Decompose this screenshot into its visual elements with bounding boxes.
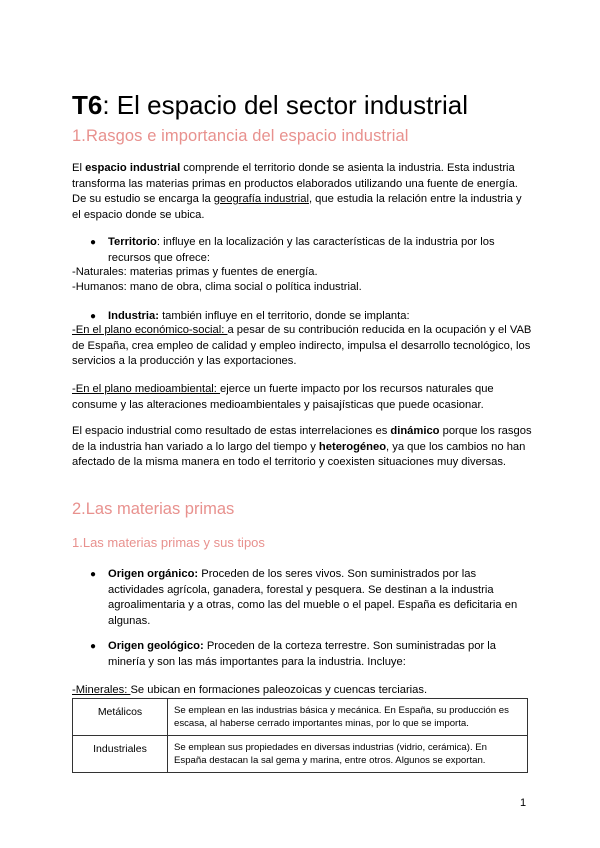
bullet-dot: ● — [90, 237, 97, 248]
title-rest: : El espacio del sector industrial — [102, 90, 468, 120]
bullet-dot: ● — [90, 641, 97, 652]
territorio-item: Territorio: influye en la localización y las características de la industria por los recursos que ofrece: — [108, 236, 495, 264]
minerales-table — [72, 698, 528, 773]
origen-geologico-item: Origen geológico: Proceden de la corteza terrestre. Son suministradas por la minería y son las más importantes para la industria. Incluye: — [108, 640, 496, 668]
table-cell-name: Metálicos — [73, 699, 168, 736]
section-2-subheading: 1.Las materias primas y sus tipos — [72, 535, 265, 550]
closing-paragraph: El espacio industrial como resultado de estas interrelaciones es dinámico porque los rasgos de la industria han variado a lo largo del tiempo y heterogéneo, ya que los cambios no han afectado de la misma manera en todo el territorio y coexisten situaciones muy diversas. — [72, 425, 532, 468]
bullet-dot: ● — [90, 311, 97, 322]
title-bold: T6 — [72, 90, 103, 120]
industria-item: Industria: también influye en el territorio, donde se implanta: — [108, 310, 410, 322]
section-1-heading: 1.Rasgos e importancia del espacio industrial — [72, 127, 409, 145]
table-cell-desc: Se emplean sus propiedades en diversas industrias (vidrio, cerámica). En España destacan la sal gema y marina, entre otros. Algunos se exportan. — [168, 736, 528, 773]
origen-organico-item: Origen orgánico: Proceden de los seres vivos. Son suministrados por las actividades agrícola, ganadera, forestal y pesquera. Se destinan a la industria agroalimentaria y a otras, como las del mueble o el papel. España es deficitaria en algunas. — [108, 568, 518, 627]
table-cell-desc: Se emplean en las industrias básica y mecánica. En España, su producción es escasa, al haberse cerrado importantes minas, por lo que se importa. — [168, 699, 528, 736]
territorio-humanos: -Humanos: mano de obra, clima social o política industrial. — [72, 281, 362, 293]
plano-economico-paragraph: -En el plano económico-social: a pesar de su contribución reducida en la ocupación y el VAB de España, crea empleo de calidad y empleo indirecto, impulsa el desarrollo tecnológico, los servicios a la producción y las exportaciones. — [72, 324, 532, 367]
intro-paragraph: El espacio industrial comprende el territorio donde se asienta la industria. Esta industria transforma las materias primas en productos elaborados utilizando una fuente de energía. De su estudio se encarga la geografía industrial, que estudia la relación entre la industria y el espacio donde se ubica. — [72, 162, 522, 221]
territorio-naturales: -Naturales: materias primas y fuentes de energía. — [72, 266, 318, 278]
page-title — [72, 88, 468, 122]
section-2-heading: 2.Las materias primas — [72, 500, 235, 518]
bullet-dot: ● — [90, 569, 97, 580]
geografia-industrial-link: geografía industrial — [213, 193, 309, 205]
plano-medioambiental-paragraph: -En el plano medioambiental: ejerce un fuerte impacto por los recursos naturales que consume y las alteraciones medioambientales y paisajísticas que puede ocasionar. — [72, 383, 494, 411]
table-cell-name: Industriales — [73, 736, 168, 773]
table-row — [73, 699, 528, 736]
page-number: 1 — [520, 797, 527, 809]
minerales-line: -Minerales: Se ubican en formaciones paleozoicas y cuencas terciarias. — [72, 684, 428, 696]
table-row — [73, 736, 528, 773]
